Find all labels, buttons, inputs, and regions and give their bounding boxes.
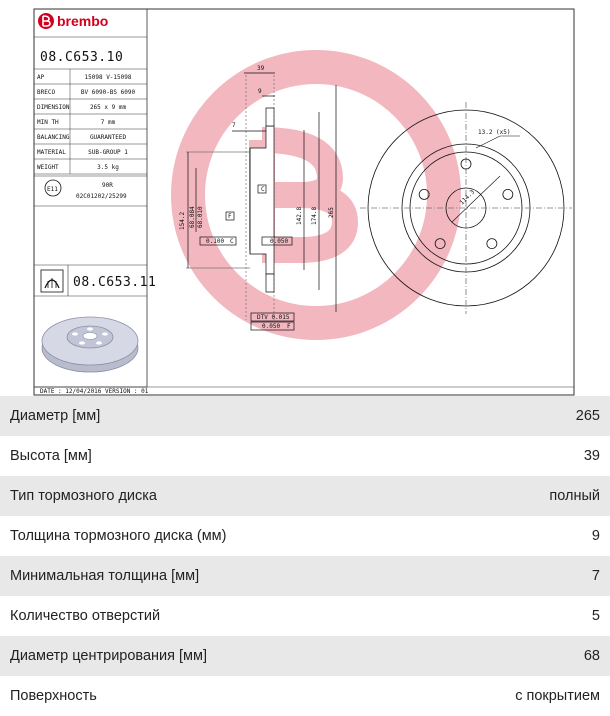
spec-row [0, 436, 610, 476]
dim-thickness: 9 [258, 88, 262, 95]
svg-text:brembo: brembo [57, 13, 109, 29]
dim-min-thickness: 7 [232, 122, 236, 129]
spec-row [0, 556, 610, 596]
part-number: 08.C653.10 [40, 50, 124, 65]
info-label: DIMENSION [37, 104, 70, 111]
spec-label: Тип тормозного диска [10, 488, 157, 504]
ref-f: F [228, 213, 232, 220]
info-value: 265 x 9 mm [89, 104, 127, 111]
dim-d3: 68.010 [197, 206, 204, 228]
info-label: BALANCING [37, 134, 70, 141]
alt-part-number: 08.C653.11 [73, 275, 157, 290]
info-table [34, 69, 147, 174]
spec-label: Поверхность [10, 688, 97, 704]
info-label: BRECO [37, 89, 56, 96]
spec-row [0, 396, 610, 436]
pcd-value: 114.3 [458, 188, 477, 207]
approval-line-1: 90R [102, 182, 113, 189]
tol-runout: 0.100 [206, 238, 225, 245]
dim-d5: 174.8 [311, 206, 318, 225]
approval-line-2: 02C01202/25299 [76, 193, 127, 200]
bolt-hole [487, 239, 497, 249]
info-value: SUB-GROUP 1 [88, 149, 128, 156]
info-label: AP [37, 74, 45, 81]
tol-parallel: 0.050 [262, 323, 281, 330]
spec-label: Толщина тормозного диска (мм) [10, 528, 227, 544]
info-label: MIN TH [37, 119, 59, 126]
dtv-value: DTV 0.015 [257, 314, 290, 321]
brembo-logo [38, 13, 108, 29]
dim-d2: 68.084 [189, 206, 196, 228]
spec-row [0, 636, 610, 676]
info-value: 3.5 kg [97, 164, 119, 171]
info-label: WEIGHT [37, 164, 59, 171]
spec-row [0, 516, 610, 556]
spec-label: Диаметр центрирования [мм] [10, 648, 208, 664]
brembo-watermark-icon [188, 67, 444, 323]
spec-value: 9 [591, 528, 600, 544]
date-line: DATE : 12/04/2016 VERSION : 01 [40, 388, 149, 395]
spec-table [0, 396, 610, 716]
spec-value: с покрытием [515, 688, 600, 704]
bolt-hole [503, 189, 513, 199]
ref-c: C [261, 186, 265, 193]
svg-text:F: F [287, 323, 291, 330]
info-label: MATERIAL [37, 149, 66, 156]
spec-row [0, 676, 610, 716]
disc-render [42, 317, 138, 372]
spec-label: Высота [мм] [10, 448, 92, 464]
spec-value: 39 [583, 448, 600, 464]
info-value: 15098 V-15098 [84, 74, 132, 81]
dim-height: 39 [257, 65, 265, 72]
spec-label: Количество отверстий [10, 608, 161, 624]
info-value: 7 mm [100, 119, 116, 126]
svg-text:C: C [230, 238, 234, 245]
spec-value: 68 [583, 648, 600, 664]
dim-d1: 154.2 [179, 211, 186, 230]
spec-label: Минимальная толщина [мм] [10, 568, 200, 584]
spec-value: 5 [591, 608, 600, 624]
spec-value: 7 [591, 568, 600, 584]
hole-spec: 13.2 (x5) [478, 129, 511, 136]
dim-d4: 142.8 [296, 206, 303, 225]
spec-label: Диаметр [мм] [10, 408, 101, 424]
spec-row [0, 476, 610, 516]
spec-value: полный [549, 488, 600, 504]
tol-flatness: 0.050 [270, 238, 289, 245]
disc-type-icon [41, 270, 63, 292]
info-value: GUARANTEED [89, 134, 127, 141]
info-value: BV 6090-BS 6090 [80, 89, 136, 96]
dim-d6: 265 [328, 207, 335, 218]
spec-value: 265 [575, 408, 600, 424]
spec-row [0, 596, 610, 636]
e-mark: E11 [47, 186, 58, 193]
